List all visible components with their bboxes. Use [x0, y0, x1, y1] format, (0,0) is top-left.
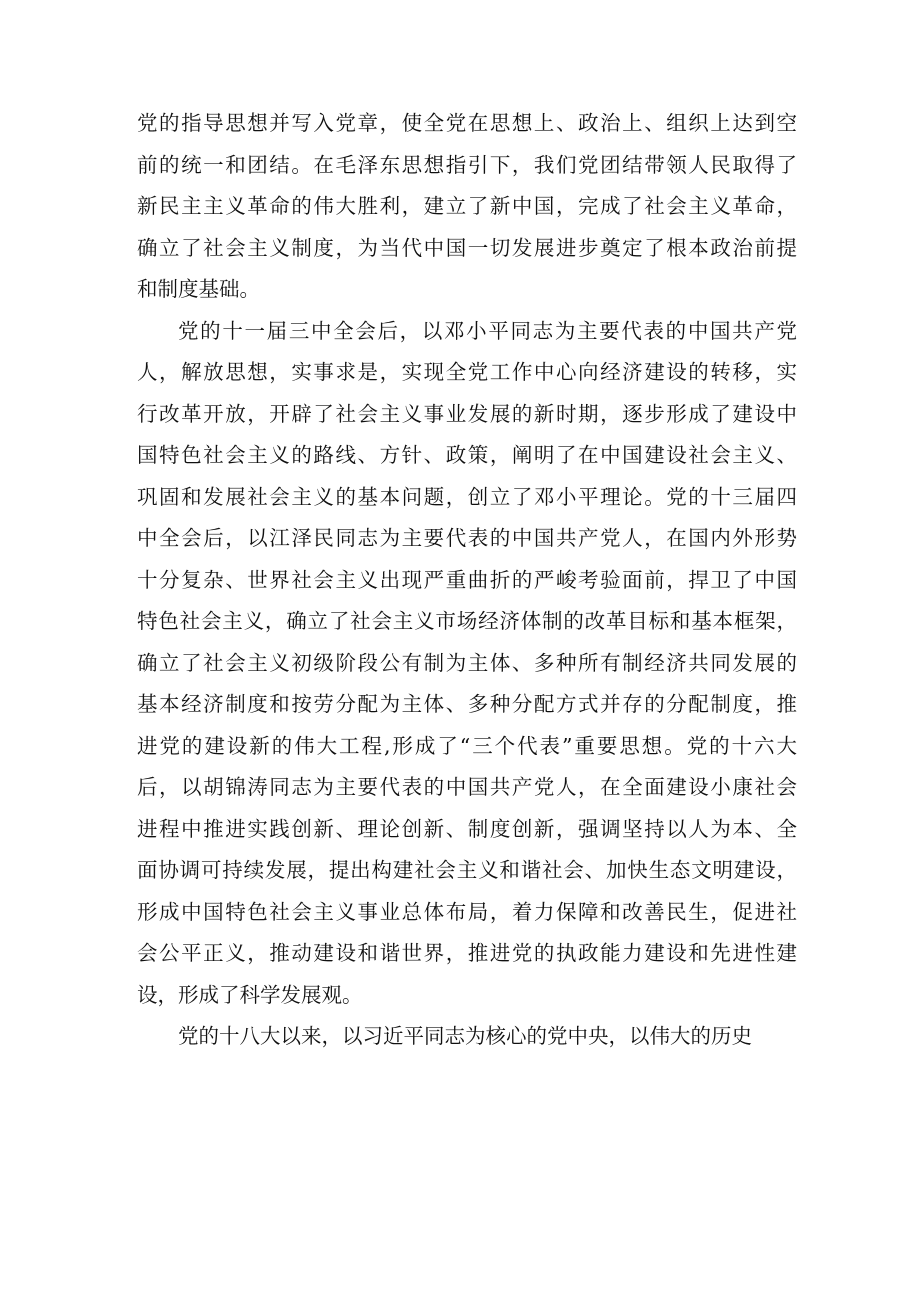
text-line: 和制度基础。 [137, 277, 260, 301]
text-line: 基本经济制度和按劳分配为主体、多种分配方式并存的分配制度，推 [137, 692, 797, 716]
paragraph-3 [137, 1016, 797, 1058]
text-line: 确立了社会主义初级阶段公有制为主体、多种所有制经济共同发展的 [137, 650, 797, 675]
text-line: 党的十一届三中全会后，以邓小平同志为主要代表的中国共产党 [178, 318, 797, 343]
text-line: 设，形成了科学发展观。 [137, 982, 363, 1007]
text-line: 党的指导思想并写入党章，使全党在思想上、政治上、组织上达到空 [137, 111, 797, 135]
text-line: 特色社会主义，确立了社会主义市场经济体制的改革目标和基本框架， [137, 609, 797, 633]
text-line: 会公平正义，推动建设和谐世界，推进党的执政能力建设和先进性建 [137, 941, 797, 965]
text-line: 国特色社会主义的路线、方针、政策，阐明了在中国建设社会主义、 [137, 443, 797, 467]
text-line: 党的十八大以来，以习近平同志为核心的党中央，以伟大的历史 [178, 1024, 752, 1048]
text-line: 十分复杂、世界社会主义出现严重曲折的严峻考验面前，捍卫了中国 [137, 567, 797, 592]
paragraph-2 [137, 311, 797, 1017]
text-line: 新民主主义革命的伟大胜利，建立了新中国，完成了社会主义革命， [137, 194, 797, 218]
text-line: 巩固和发展社会主义的基本问题，创立了邓小平理论。党的十三届四 [137, 484, 797, 509]
text-line: 后，以胡锦涛同志为主要代表的中国共产党人，在全面建设小康社会 [137, 775, 797, 799]
text-line: 形成中国特色社会主义事业总体布局，着力保障和改善民生，促进社 [137, 899, 797, 924]
text-line: 确立了社会主义制度，为当代中国一切发展进步奠定了根本政治前提 [137, 235, 797, 260]
text-line: 人，解放思想，实事求是，实现全党工作中心向经济建设的转移，实 [137, 360, 797, 384]
paragraph-1 [137, 103, 797, 311]
text-line: 前的统一和团结。在毛泽东思想指引下，我们党团结带领人民取得了 [137, 152, 797, 177]
text-line: 进程中推进实践创新、理论创新、制度创新，强调坚持以人为本、全 [137, 816, 797, 841]
text-line: 行改革开放，开辟了社会主义事业发展的新时期，逐步形成了建设中 [137, 401, 797, 426]
text-line: 中全会后，以江泽民同志为主要代表的中国共产党人，在国内外形势 [137, 526, 797, 550]
text-line: 面协调可持续发展，提出构建社会主义和谐社会、加快生态文明建设， [137, 858, 797, 882]
document-page [137, 103, 797, 1058]
text-line: 进党的建设新的伟大工程,形成了“三个代表”重要思想。党的十六大 [137, 733, 797, 758]
